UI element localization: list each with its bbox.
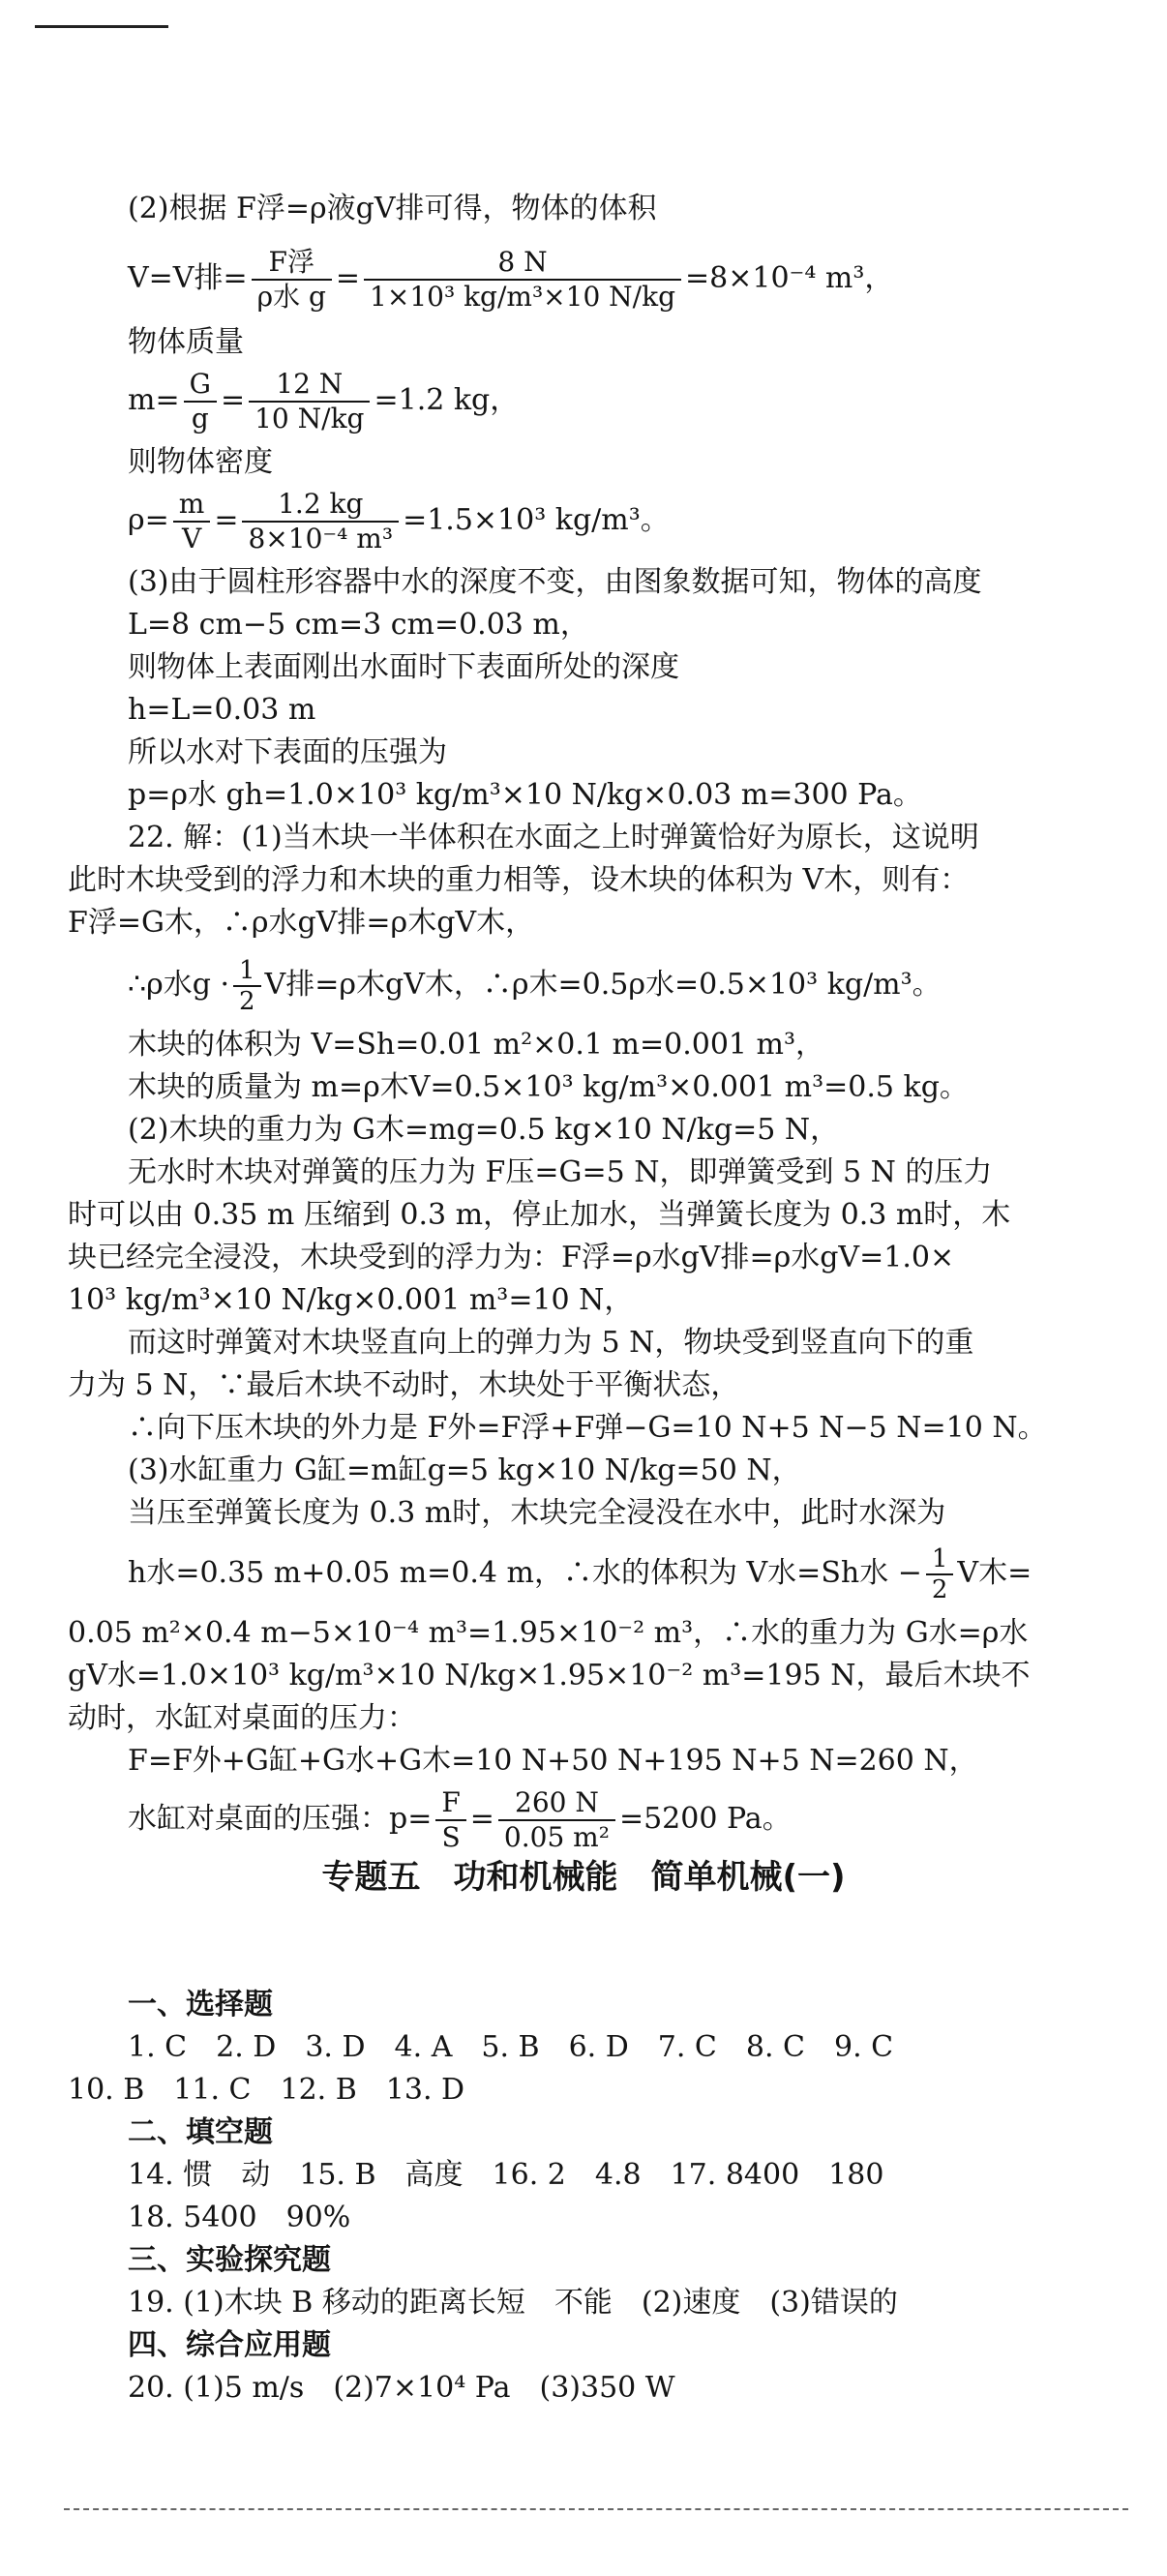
frac-den: 2 [931,1575,948,1604]
heading-application: 四、综合应用题 [128,2328,331,2362]
frac-num: F浮 [252,246,332,281]
q21-line-8: L=8 cm−5 cm=3 cm=0.03 m， [128,608,589,642]
q22-line-21: F=F外+G缸+G水+G木=10 N+50 N+195 N+5 N=260 N， [128,1744,978,1778]
answers-experiment: 19. (1)木块 B 移动的距离长短 不能 (2)速度 (3)错误的 [128,2286,898,2320]
q22-line-3: F浮=G木，∴ρ水gV排=ρ木gV木， [68,906,535,940]
q21-mass-frac-1 [184,368,217,435]
q21-volume-frac-2 [364,246,681,314]
q21-density-pre: ρ= [128,503,169,537]
bottom-dashed-rule [64,2508,1128,2510]
frac-den: 1×10³ kg/m³×10 N/kg [370,281,675,313]
q21-mass-equation: m= $\frac{G}{g}$ = $\frac{12 N}{10 N/kg}$ =1.2 kg， [128,368,520,434]
q21-mass-pre: m= [128,383,180,417]
frac-num: 1 [233,956,261,987]
frac-num: 8 N [364,246,681,281]
frac-num: F [435,1786,465,1821]
q22-line-15: (3)水缸重力 G缸=m缸g=5 kg×10 N/kg=50 N， [128,1453,801,1487]
q21-line-11: 所以水对下表面的压强为 [128,735,447,769]
top-rule [35,25,168,28]
half-fraction [233,956,261,1016]
q22-pressure-equation: 水缸对桌面的压强：p= $\frac{F}{S}$ = $\frac{260 N}{\text{0.05 m²}}$ =5200 Pa。 [128,1786,792,1853]
q21-density-frac-1 [173,488,211,555]
q21-line-12: p=ρ水 gh=1.0×10³ kg/m³×10 N/kg×0.03 m=300 Pa。 [128,778,922,812]
q22-l17-pre: h水=0.35 m+0.05 m=0.4 m，∴水的体积为 V水=Sh水 − [128,1556,922,1590]
q21-line-5: 则物体密度 [128,445,273,479]
q21-volume-frac-1 [252,246,332,314]
q21-line-1: (2)根据 F浮=ρ液gV排可得，物体的体积 [128,192,657,225]
frac-den: V [181,523,202,554]
q22-line-12: 而这时弹簧对木块竖直向上的弹力为 5 N，物块受到竖直向下的重 [128,1326,974,1360]
q22-line-20: 动时，水缸对桌面的压力： [68,1701,416,1735]
frac-num: 260 N [498,1786,615,1821]
q22-l4-pre: ∴ρ水g · [128,968,229,1002]
frac-den: 0.05 m² [503,1821,610,1853]
q21-mass-post: =1.2 kg， [374,383,520,417]
q21-density-frac-2 [242,488,399,555]
half-fraction [926,1544,954,1604]
q22-line-2: 此时木块受到的浮力和木块的重力相等，设木块的体积为 V木，则有： [68,863,970,897]
q22-line-17 [128,1539,1032,1608]
q21-mass-frac-2 [249,368,370,435]
heading-choice: 一、选择题 [128,1988,273,2022]
q21-line-9: 则物体上表面刚出水面时下表面所处的深度 [128,650,679,684]
q22-l17-post: V木= [957,1556,1032,1590]
q22-l22-pre: 水缸对桌面的压强：p= [128,1802,433,1836]
q21-line-10: h=L=0.03 m [128,693,316,727]
frac-num: m [173,488,211,523]
q22-l22-post: =5200 Pa。 [618,1802,792,1836]
frac-num: 12 N [249,368,370,403]
frac-den: 2 [239,987,255,1016]
q22-line-14: ∴向下压木块的外力是 F外=F浮+F弹−G=10 N+5 N−5 N=10 N。 [128,1411,1047,1445]
q21-density-equation: ρ= $\frac{m}{V}$ = $\frac{1.2 kg}{\text{8×10⁻⁴ m³}}$ =1.5×10³ kg/m³。 [128,488,670,554]
q21-volume-pre: V=V排= [128,261,248,295]
q22-line-18: 0.05 m²×0.4 m−5×10⁻⁴ m³=1.95×10⁻² m³，∴水的重力为 G水=ρ水 [68,1616,1029,1650]
q22-line-6: 木块的质量为 m=ρ木V=0.5×10³ kg/m³×0.001 m³=0.5 kg。 [128,1070,969,1104]
q22-line-11: 10³ kg/m³×10 N/kg×0.001 m³=10 N， [68,1283,634,1317]
frac-num: 1.2 kg [242,488,399,523]
q22-line-19: gV水=1.0×10³ kg/m³×10 N/kg×1.95×10⁻² m³=195 N，最后木块不 [68,1659,1031,1692]
answers-fill-1: 14. 惯 动 15. B 高度 16. 2 4.8 17. 8400 180 [128,2158,884,2192]
q22-pressure-frac-2 [498,1786,615,1854]
q21-line-3: 物体质量 [128,325,244,359]
answers-choice-1: 1. C 2. D 3. D 4. A 5. B 6. D 7. C 8. C 9. C [128,2030,894,2064]
heading-fill: 二、填空题 [128,2115,273,2149]
q21-volume-equation: V=V排= $\frac{\text{F浮}}{\text{ρ水 g}}$ = $\frac{8 N}{\text{1×10³ kg/m³×10 N/kg}}$ =8×10⁻⁴ m³， [128,246,894,313]
frac-den: S [441,1821,461,1853]
q22-line-10: 块已经完全浸没，木块受到的浮力为：F浮=ρ水gV排=ρ水gV=1.0× [68,1241,955,1274]
frac-den: ρ水 g [256,281,326,313]
answers-fill-2: 18. 5400 90% [128,2201,351,2234]
q22-line-4 [128,950,942,1020]
answers-choice-2: 10. B 11. C 12. B 13. D [68,2073,465,2107]
frac-num: G [184,368,217,403]
q22-line-7: (2)木块的重力为 G木=mg=0.5 kg×10 N/kg=5 N， [128,1113,840,1147]
q22-pressure-frac-1 [435,1786,465,1854]
frac-num: 1 [926,1544,954,1575]
frac-den: 10 N/kg [254,403,365,434]
q21-volume-post: =8×10⁻⁴ m³， [685,261,894,295]
q22-l4-post: V排=ρ木gV木，∴ρ木=0.5ρ水=0.5×10³ kg/m³。 [264,968,942,1002]
q22-line-16: 当压至弹簧长度为 0.3 m时，木块完全浸没在水中，此时水深为 [128,1496,946,1530]
q22-line-9: 时可以由 0.35 m 压缩到 0.3 m，停止加水，当弹簧长度为 0.3 m时，木 [68,1198,1011,1232]
q21-density-post: =1.5×10³ kg/m³。 [403,503,670,537]
frac-den: g [191,403,209,434]
q22-line-1: 22. 解：(1)当木块一半体积在水面之上时弹簧恰好为原长，这说明 [128,821,979,854]
topic-title: 专题五 功和机械能 简单机械(一) [321,1858,846,1897]
q22-line-13: 力为 5 N，∵最后木块不动时，木块处于平衡状态， [68,1368,740,1402]
frac-den: 8×10⁻⁴ m³ [248,523,394,554]
q22-line-5: 木块的体积为 V=Sh=0.01 m²×0.1 m=0.001 m³， [128,1028,825,1062]
q22-line-8: 无水时木块对弹簧的压力为 F压=G=5 N，即弹簧受到 5 N 的压力 [128,1155,993,1189]
q21-line-7: (3)由于圆柱形容器中水的深度不变，由图象数据可知，物体的高度 [128,565,982,599]
answers-application: 20. (1)5 m/s (2)7×10⁴ Pa (3)350 W [128,2371,675,2405]
heading-experiment: 三、实验探究题 [128,2243,331,2277]
